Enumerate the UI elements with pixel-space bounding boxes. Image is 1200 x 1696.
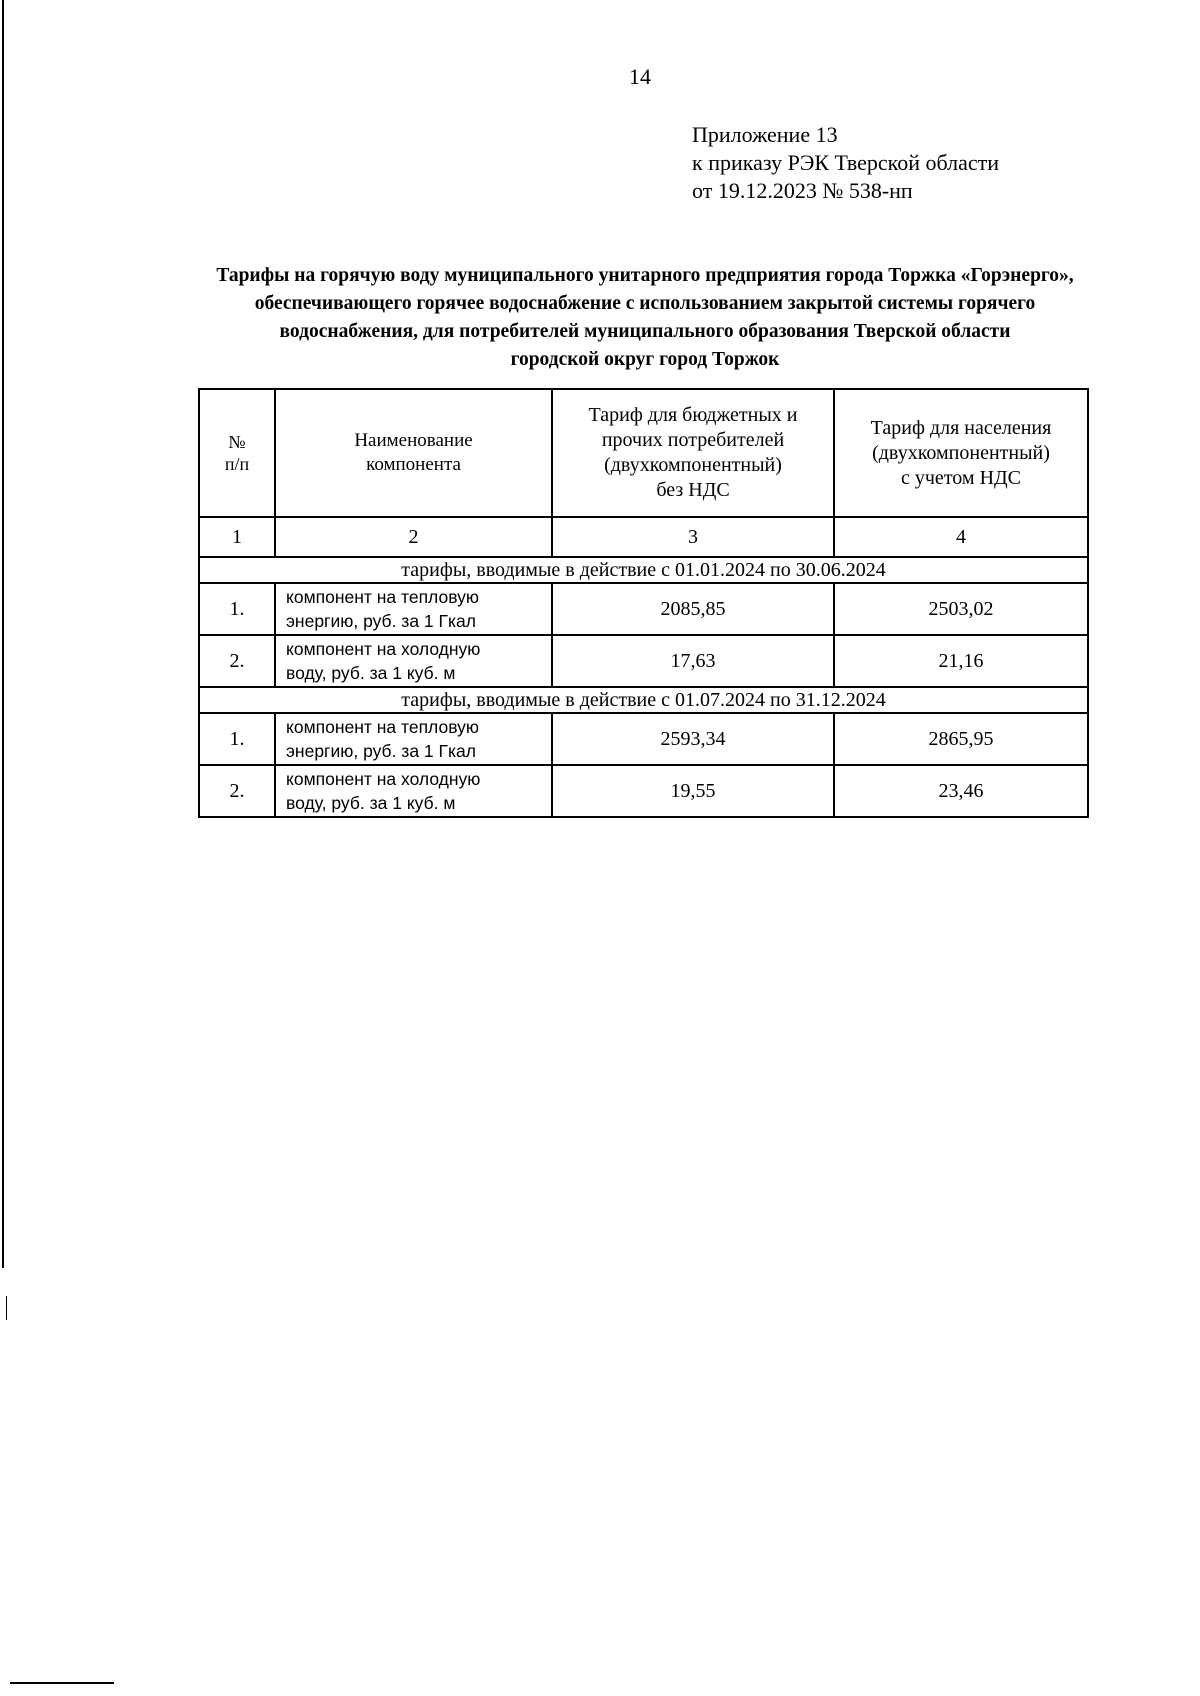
column-number: 4	[834, 517, 1088, 557]
appendix-line: от 19.12.2023 № 538-нп	[692, 178, 913, 203]
header-row	[199, 389, 1088, 517]
column-number: 1	[199, 517, 275, 557]
component-name	[275, 583, 552, 635]
row-number: 2.	[199, 635, 275, 687]
population-tariff-value: 23,46	[834, 765, 1088, 817]
tariffs-table	[198, 388, 1089, 818]
header-component-name	[275, 389, 552, 517]
column-number: 2	[275, 517, 552, 557]
appendix-line: Приложение 13	[692, 122, 838, 147]
page-number: 14	[629, 64, 651, 89]
header-population-line: (двухкомпонентный)	[872, 441, 1050, 464]
period-label: тарифы, вводимые в действие с 01.07.2024 по 31.12.2024	[199, 687, 1088, 713]
title-line: водоснабжения, для потребителей муниципального образования Тверской области	[279, 321, 1011, 342]
title-line: Тарифы на горячую воду муниципального унитарного предприятия города Торжка «Горэнерго»,	[216, 265, 1074, 286]
table-row	[199, 583, 1088, 635]
budget-tariff-value: 17,63	[552, 635, 834, 687]
header-name-line: Наименование	[354, 430, 473, 451]
population-tariff-value: 21,16	[834, 635, 1088, 687]
title-line: городской округ город Торжок	[510, 349, 780, 370]
component-name-line: компонент на холодную	[286, 639, 481, 659]
header-population-tariff	[834, 389, 1088, 517]
header-population-line: Тариф для населения	[870, 416, 1052, 439]
header-budget-line: Тариф для бюджетных и	[588, 404, 798, 426]
component-name-line: энергию, руб. за 1 Гкал	[286, 611, 476, 631]
appendix-reference	[692, 121, 999, 205]
period-row	[199, 687, 1088, 713]
budget-tariff-value: 2593,34	[552, 713, 834, 765]
component-name-line: энергию, руб. за 1 Гкал	[286, 741, 476, 761]
header-num-line: №	[228, 432, 246, 452]
header-budget-line: прочих потребителей	[601, 429, 785, 451]
column-number-row	[199, 517, 1088, 557]
table-row	[199, 765, 1088, 817]
scan-edge-line	[2, 0, 4, 1268]
component-name-line: воду, руб. за 1 куб. м	[286, 793, 456, 813]
component-name-line: компонент на холодную	[286, 769, 481, 789]
component-name-line: компонент на тепловую	[286, 717, 479, 737]
row-number: 2.	[199, 765, 275, 817]
column-number: 3	[552, 517, 834, 557]
header-name-line: компонента	[366, 454, 461, 475]
header-budget-line: (двухкомпонентный)	[604, 454, 782, 476]
header-num	[199, 389, 275, 517]
period-row	[199, 557, 1088, 583]
table-row	[199, 713, 1088, 765]
budget-tariff-value: 2085,85	[552, 583, 834, 635]
header-population-line: с учетом НДС	[901, 466, 1021, 489]
header-num-line: п/п	[224, 454, 250, 474]
scan-bottom-stroke	[10, 1682, 114, 1684]
component-name-line: воду, руб. за 1 куб. м	[286, 663, 456, 683]
population-tariff-value: 2865,95	[834, 713, 1088, 765]
title-line: обеспечивающего горячее водоснабжение с использованием закрытой системы горячего	[254, 293, 1036, 314]
component-name-line: компонент на тепловую	[286, 587, 479, 607]
component-name	[275, 713, 552, 765]
scan-edge-line	[6, 1296, 7, 1320]
table-row	[199, 635, 1088, 687]
population-tariff-value: 2503,02	[834, 583, 1088, 635]
row-number: 1.	[199, 583, 275, 635]
period-label: тарифы, вводимые в действие с 01.01.2024 по 30.06.2024	[199, 557, 1088, 583]
document-title	[140, 262, 1150, 374]
component-name	[275, 635, 552, 687]
header-budget-line: без НДС	[656, 479, 730, 501]
component-name	[275, 765, 552, 817]
budget-tariff-value: 19,55	[552, 765, 834, 817]
header-budget-tariff	[552, 389, 834, 517]
row-number: 1.	[199, 713, 275, 765]
appendix-line: к приказу РЭК Тверской области	[692, 150, 1000, 175]
